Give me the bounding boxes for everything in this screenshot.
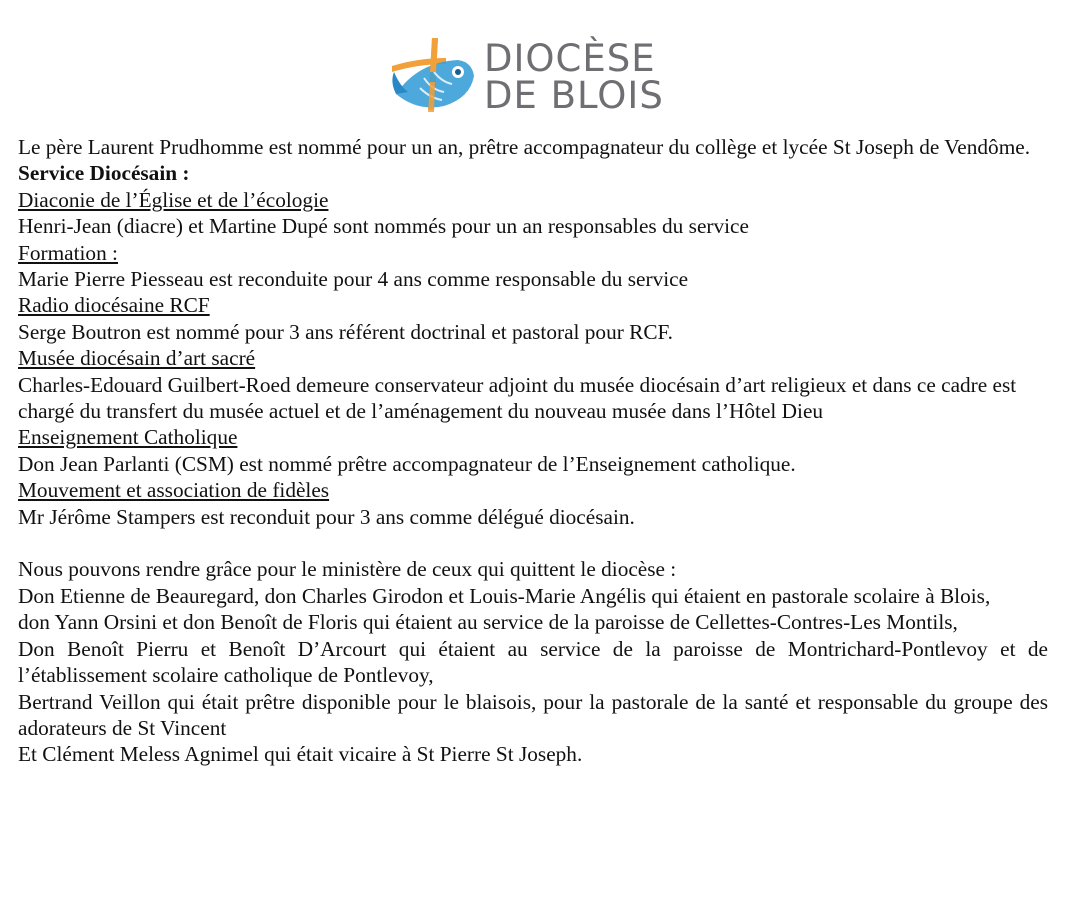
thanks-item: Don Benoît Pierru et Benoît D’Arcourt qui étaient au service de la paroisse de Montrichard-Pontlevoy et de l’établissement scolaire catholique de Pontlevoy, — [18, 636, 1048, 688]
document-body — [18, 134, 1048, 768]
section-text: Charles-Edouard Guilbert-Roed demeure conservateur adjoint du musée diocésain d’art religieux et dans ce cadre est chargé du transfert du musée actuel et de l’aménagement du nouveau musée dans l’Hôtel Dieu — [18, 372, 1017, 424]
logo-line1: DIOCÈSE — [484, 37, 656, 80]
logo-line2: DE BLOIS — [484, 74, 664, 117]
section-text: Mr Jérôme Stampers est reconduit pour 3 ans comme délégué diocésain. — [18, 504, 635, 529]
thanks-item: Don Etienne de Beauregard, don Charles Girodon et Louis-Marie Angélis qui étaient en pastorale scolaire à Blois, — [18, 583, 991, 608]
thanks-item: don Yann Orsini et don Benoît de Floris qui étaient au service de la paroisse de Cellettes-Contres-Les Montils, — [18, 610, 958, 635]
section-title: Mouvement et association de fidèles — [18, 478, 330, 503]
section-title: Enseignement Catholique — [18, 425, 238, 450]
cross-fish-emblem-icon — [388, 32, 480, 118]
section-text: Don Jean Parlanti (CSM) est nommé prêtre accompagnateur de l’Enseignement catholique. — [18, 451, 796, 476]
intro-paragraph: Le père Laurent Prudhomme est nommé pour un an, prêtre accompagnateur du collège et lycée St Joseph de Vendôme. — [18, 135, 1031, 159]
section-title: Diaconie de l’Église et de l’écologie — [18, 187, 329, 212]
thanks-item: Bertrand Veillon qui était prêtre disponible pour le blaisois, pour la pastorale de la santé et responsable du groupe des adorateurs de St Vincent — [18, 689, 1048, 740]
thanks-intro: Nous pouvons rendre grâce pour le ministère de ceux qui quittent le diocèse : — [18, 557, 677, 582]
paragraph-spacer — [18, 530, 1048, 556]
thanks-item: Et Clément Meless Agnimel qui était vicaire à St Pierre St Joseph. — [18, 742, 583, 767]
section-text: Henri-Jean (diacre) et Martine Dupé sont nommés pour un an responsables du service — [18, 214, 749, 239]
service-heading: Service Diocésain : — [18, 161, 190, 186]
section-text: Marie Pierre Piesseau est reconduite pour 4 ans comme responsable du service — [18, 267, 689, 292]
section-title: Radio diocésaine RCF — [18, 293, 210, 318]
section-text: Serge Boutron est nommé pour 3 ans référent doctrinal et pastoral pour RCF. — [18, 319, 674, 344]
diocese-logo — [388, 30, 678, 120]
section-title: Formation : — [18, 240, 118, 265]
logo-text — [484, 37, 664, 117]
section-title: Musée diocésain d’art sacré — [18, 346, 256, 371]
